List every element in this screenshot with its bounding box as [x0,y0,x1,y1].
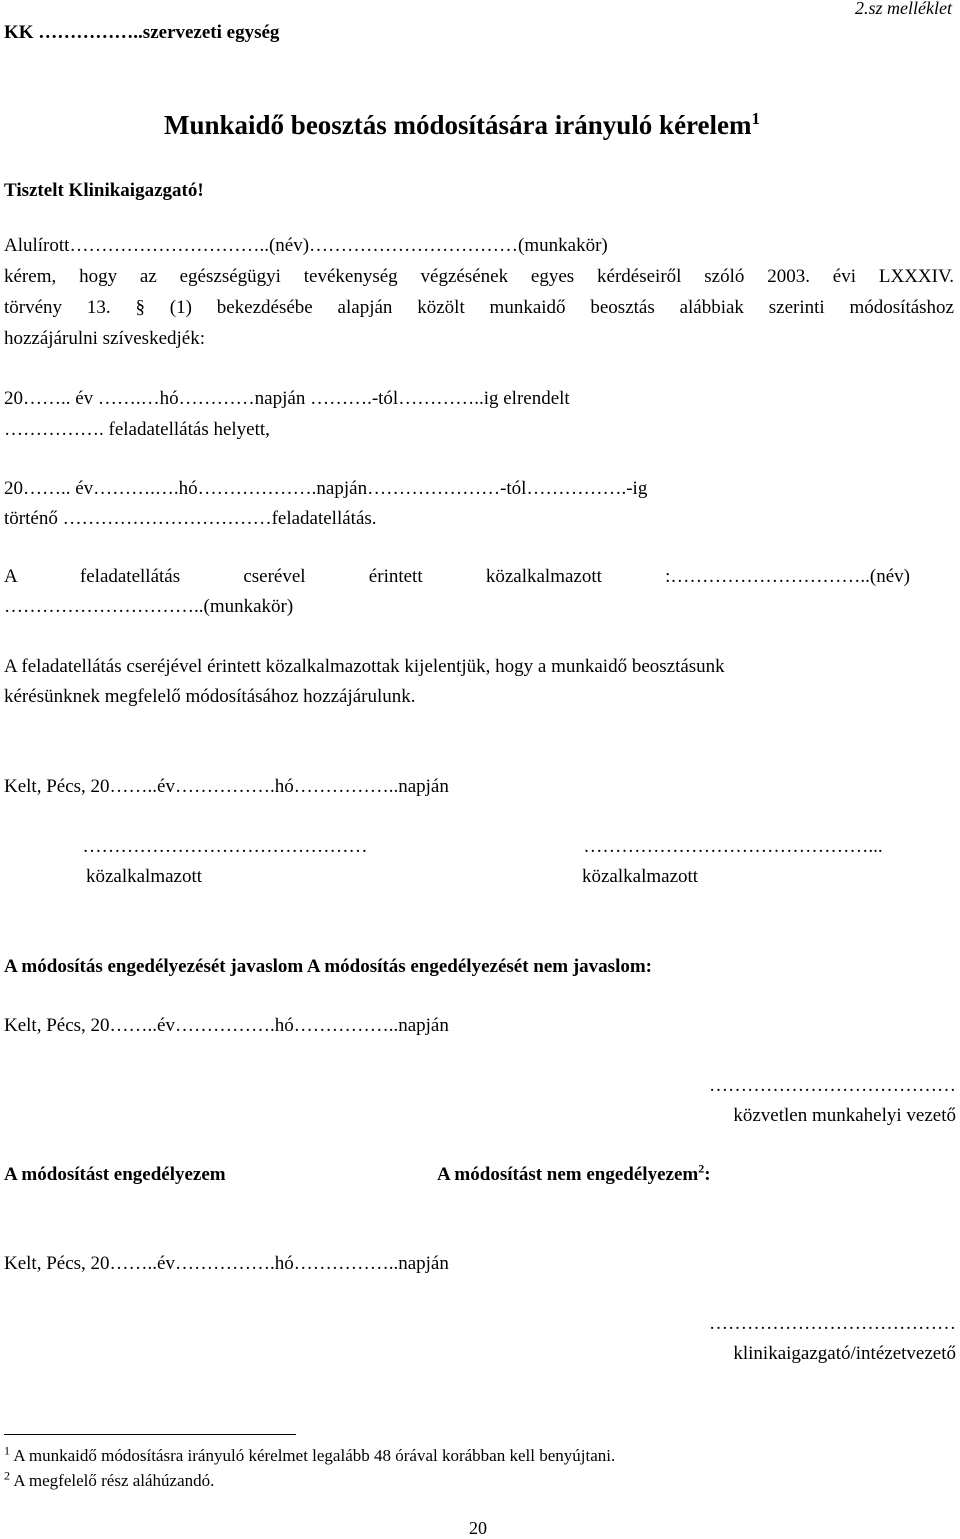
intro-line-2: kérem, hogy az egészségügyi tevékenység végzésének egyes kérdéseiről szóló 2003. évi LXXXIV. [4,266,954,287]
signature-label-right: közalkalmazott [582,866,699,887]
director-signature-label: klinikaigazgató/intézetvezető [733,1343,956,1364]
intro-line-1: Alulírott…………………………..(név)……………………………(munkakör) [4,235,608,256]
declaration-line-1: A feladatellátás cseréjével érintett közalkalmazottak kijelentjük, hogy a munkaidő beosztásunk [4,656,725,677]
director-signature-line: ………………………………… [709,1313,956,1334]
date-line-employees: Kelt, Pécs, 20……..év…………….hó……………..napján [4,776,449,797]
annex-label: 2.sz melléklet [855,0,952,18]
document-title [164,110,760,141]
intro-line-3: törvény 13. § (1) bekezdésébe alapján közölt munkaidő beosztás alábbiak szerinti módosításhoz [4,297,954,318]
intro-line-4: hozzájárulni szíveskedjék: [4,328,206,349]
supervisor-signature-line: ………………………………… [709,1075,956,1096]
original-shift-line: 20…….. év …….…hó…………napján ……….-tól…………..ig elrendelt [4,388,570,409]
date-line-supervisor: Kelt, Pécs, 20……..év…………….hó……………..napján [4,1015,449,1036]
reject-footnote-ref: 2 [698,1161,705,1176]
footnote-2 [4,1468,215,1491]
signature-line-right: ………………………………………... [583,836,883,857]
signature-line-left: ……………………………………… [82,836,368,857]
colleague-position-line: …………………………..(munkakör) [4,596,294,617]
page-number: 20 [469,1518,487,1538]
footnote-1 [4,1443,616,1466]
footnote-2-text: A megfelelő rész aláhúzandó. [13,1471,215,1490]
unit-header: KK ……………..szervezeti egység [4,22,280,43]
reject-label [437,1161,711,1186]
reject-label-colon: : [704,1164,711,1185]
signature-label-left: közalkalmazott [85,866,203,887]
new-task-line: történő ……………………………feladatellátás. [4,508,377,529]
footnote-separator [4,1434,296,1435]
original-task-line: ……………. feladatellátás helyett, [4,419,270,440]
approve-label: A módosítást engedélyezem [4,1164,226,1185]
colleague-name-line: A feladatellátás cserével érintett közalkalmazott :…………………………..(név) [4,566,910,587]
footnote-1-number: 1 [4,1443,10,1458]
document-title-text: Munkaidő beosztás módosítására irányuló kérelem [164,110,752,140]
supervisor-signature-label: közvetlen munkahelyi vezető [733,1105,956,1126]
recommendation-line: A módosítás engedélyezését javaslom A módosítás engedélyezését nem javaslom: [4,956,653,977]
new-shift-line: 20…….. év……….….hó……………….napján…………………-tól…………….-ig [4,478,648,499]
title-footnote-ref: 1 [751,109,761,128]
declaration-line-2: kérésünknek megfelelő módosításához hozzájárulunk. [4,686,416,707]
date-line-director: Kelt, Pécs, 20……..év…………….hó……………..napján [4,1253,449,1274]
footnote-1-text: A munkaidő módosításra irányuló kérelmet legalább 48 órával korábban kell benyújtani. [13,1446,616,1465]
salutation: Tisztelt Klinikaigazgató! [4,180,204,201]
reject-label-text: A módosítást nem engedélyezem [437,1164,699,1185]
footnote-2-number: 2 [4,1468,10,1483]
